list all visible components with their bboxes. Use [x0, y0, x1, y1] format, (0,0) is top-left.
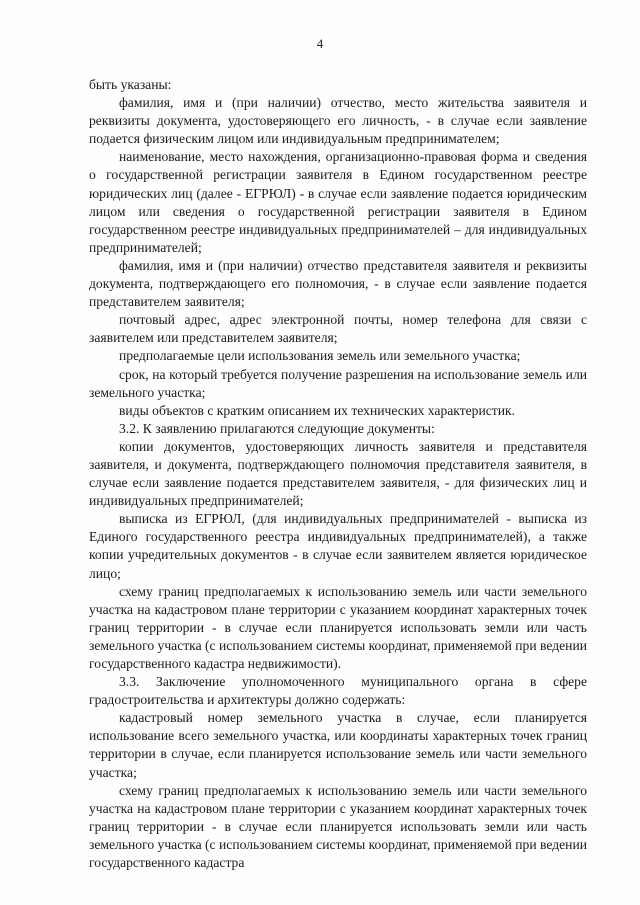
page-number: 4: [316, 36, 324, 51]
paragraph-egrul-extract: выписка из ЕГРЮЛ, (для индивидуальных предпринимателей - выписка из Единого государственного реестра индивидуальных предпринимателей), а также копии учредительных документов - в случае если заявителем является юридическое лицо;: [89, 511, 587, 581]
section-3-2-heading: 3.2. К заявлению прилагаются следующие документы:: [119, 420, 435, 436]
paragraph-boundary-scheme-2: схему границ предполагаемых к использованию земель или части земельного участка на кадастровом плане территории с указанием координат характерных точек границ территории - в случае если планируется использовать земли или часть земельного участка (с использованием системы координат, применяемой при ведении государственного кадастра: [89, 782, 587, 871]
paragraph-object-types: виды объектов с кратким описанием их технических характеристик.: [119, 402, 516, 418]
paragraph-purposes: предполагаемые цели использования земель или земельного участка;: [119, 348, 521, 364]
document-body: [89, 76, 587, 872]
paragraph-applicant-individual: фамилия, имя и (при наличии) отчество, место жительства заявителя и реквизиты документа, удостоверяющего его личность, - в случае если заявление подается физическим лицом или индивидуальным предпринимателем;: [89, 95, 587, 147]
paragraph-representative: фамилия, имя и (при наличии) отчество представителя заявителя и реквизиты документа, подтверждающего его полномочия, - в случае если заявление подается представителем заявителя;: [89, 257, 587, 310]
paragraph-cadastral-number: кадастровый номер земельного участка в случае, если планируется использование всего земельного участка, или координаты характерных точек границ территории в случае, если планируется использование земель или части земельного участка;: [89, 710, 587, 780]
paragraph-boundary-scheme: схему границ предполагаемых к использованию земель или части земельного участка на кадастровом плане территории с указанием координат характерных точек границ территории - в случае если планируется использовать земли или часть земельного участка (с использованием системы координат, применяемой при ведении государственного кадастра недвижимости).: [89, 583, 587, 671]
section-3-3-heading: 3.3. Заключение уполномоченного муниципального органа в сфере градостроительства и архитектуры должно содержать:: [89, 674, 587, 708]
paragraph-term: срок, на который требуется получение разрешения на использование земель или земельного участка;: [89, 366, 587, 400]
paragraph-intro: быть указаны:: [89, 77, 172, 92]
paragraph-applicant-legal-entity: наименование, место нахождения, организационно-правовая форма и сведения о государственной регистрации заявителя в Едином государственном реестре юридических лиц (далее - ЕГРЮЛ) - в случае если заявление подается юридическим лицом или сведения о государственной регистрации заявителя в Едином государственном реестре индивидуальных предпринимателей – для индивидуальных предпринимателей;: [89, 149, 587, 255]
paragraph-identity-documents: копии документов, удостоверяющих личность заявителя и представителя заявителя, и документа, подтверждающего полномочия представителя заявителя, в случае если заявление подается представителем заявителя, - для физических лиц и индивидуальных предпринимателей;: [89, 438, 587, 509]
paragraph-contacts: почтовый адрес, адрес электронной почты, номер телефона для связи с заявителем или представителем заявителя;: [89, 312, 587, 346]
